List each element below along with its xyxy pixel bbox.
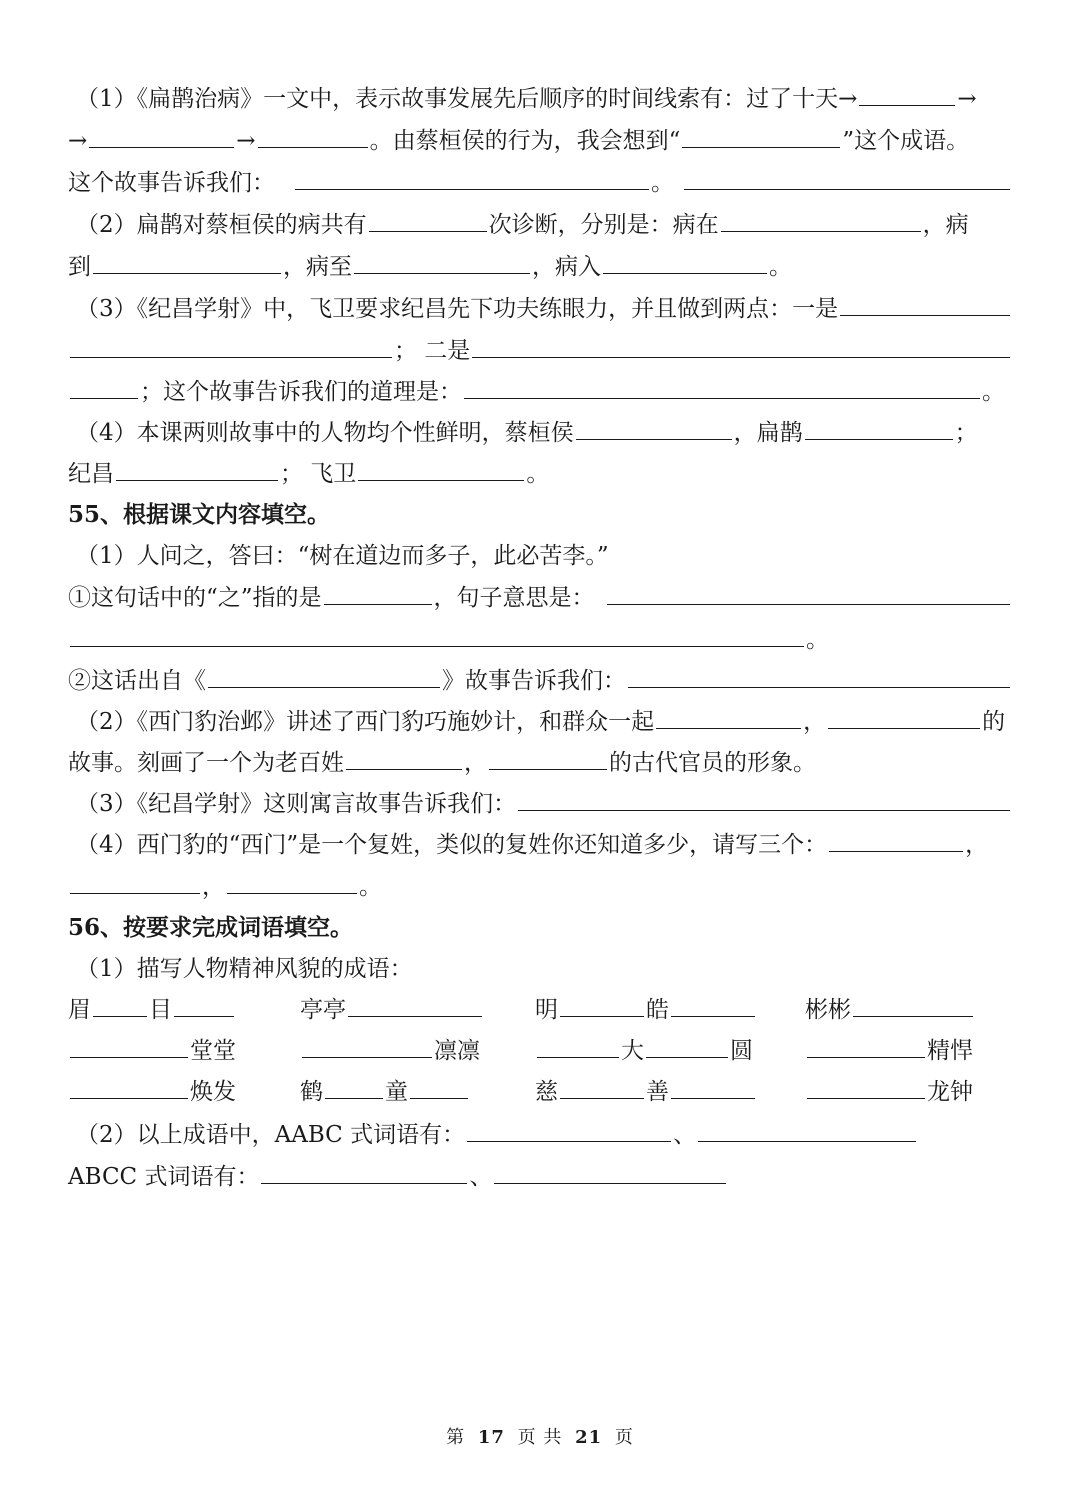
blank[interactable]: [208, 667, 440, 688]
blank[interactable]: [721, 211, 921, 232]
blank[interactable]: [93, 253, 281, 274]
text: 。: [982, 379, 1005, 405]
blank[interactable]: [410, 1078, 468, 1099]
text: （1）《扁鹊治病》一文中，表示故事发展先后顺序的时间线索有：过了十天→: [76, 86, 858, 112]
idiom-jinghan: [805, 1032, 973, 1070]
text: 纪昌: [68, 461, 114, 487]
text: 。: [769, 254, 792, 280]
text: →: [68, 128, 88, 154]
text: 到: [68, 254, 91, 280]
blank[interactable]: [467, 1121, 671, 1142]
blank[interactable]: [70, 1078, 188, 1099]
idiom-binbin: [805, 991, 975, 1029]
q56-1-prompt: （1）描写人物精神风貌的成语：: [76, 956, 413, 982]
q55-2-line1: [76, 703, 1012, 741]
q54-2-line2: [68, 248, 1012, 286]
blank[interactable]: [358, 460, 524, 481]
blank[interactable]: [348, 996, 482, 1017]
blank[interactable]: [70, 378, 138, 399]
page-footer: [0, 1424, 1080, 1452]
blank[interactable]: [576, 419, 732, 440]
blank[interactable]: [324, 584, 432, 605]
blank[interactable]: [656, 708, 801, 729]
blank[interactable]: [302, 1037, 432, 1058]
footer-text: 页: [614, 1427, 634, 1448]
blank[interactable]: [828, 708, 980, 729]
text: →: [957, 86, 977, 112]
char: 眉: [68, 997, 91, 1023]
blank[interactable]: [227, 873, 357, 894]
text: ABCC 式词语有：: [68, 1164, 260, 1190]
text: 的: [982, 709, 1006, 735]
blank[interactable]: [518, 790, 1010, 811]
blank[interactable]: [628, 667, 1010, 688]
text: 》故事告诉我们：: [442, 668, 626, 694]
blank[interactable]: [261, 1163, 467, 1184]
blank[interactable]: [472, 337, 1010, 358]
blank[interactable]: [489, 749, 607, 770]
text: ； 飞卫: [280, 461, 357, 487]
question-56-heading: 56、按要求完成词语填空。: [68, 914, 354, 941]
blank[interactable]: [70, 337, 392, 358]
q55-1-line2: [68, 621, 1012, 659]
text: ，: [803, 709, 827, 735]
char: 大: [621, 1038, 644, 1064]
q56-2-line1: [76, 1116, 1012, 1154]
text: ，病: [922, 212, 969, 238]
blank[interactable]: [295, 169, 649, 190]
char: 亭亭: [300, 997, 346, 1023]
text: 。: [359, 874, 382, 900]
blank[interactable]: [494, 1163, 726, 1184]
char: 彬彬: [805, 997, 851, 1023]
char: 慈: [535, 1079, 558, 1105]
blank[interactable]: [70, 1037, 188, 1058]
q54-2-line1: [76, 206, 1012, 244]
blank[interactable]: [646, 1037, 728, 1058]
char: 皓: [646, 997, 669, 1023]
blank[interactable]: [853, 996, 973, 1017]
page-number: 17: [477, 1427, 505, 1448]
text: 这个故事告诉我们：: [68, 170, 275, 196]
text: ，扁鹊: [733, 420, 803, 446]
blank[interactable]: [840, 295, 1010, 316]
text: （2）《西门豹治邺》讲述了西门豹巧施妙计，和群众一起: [76, 709, 655, 735]
q55-1-line1: [68, 579, 1012, 617]
char: 圆: [730, 1038, 753, 1064]
idiom-ci-shan: [535, 1073, 757, 1111]
text: ，病入: [532, 254, 601, 280]
blank[interactable]: [89, 127, 234, 148]
text: （2）以上成语中，AABC 式词语有：: [76, 1122, 466, 1148]
blank[interactable]: [805, 419, 953, 440]
blank[interactable]: [671, 1078, 755, 1099]
blank[interactable]: [354, 253, 530, 274]
idiom-tangtang: [68, 1032, 236, 1070]
q55-3-line: [76, 785, 1012, 823]
blank[interactable]: [607, 584, 1010, 605]
char: 焕发: [190, 1079, 236, 1105]
q54-3-line2: [68, 332, 1012, 370]
char: 童: [385, 1079, 408, 1105]
q56-2-line2: [68, 1158, 1012, 1196]
text: 。由蔡桓侯的行为，我会想到“: [369, 128, 681, 154]
idiom-huanfa: [68, 1073, 236, 1111]
text: 、: [673, 1122, 697, 1148]
text: ，句子意思是：: [433, 585, 595, 611]
q54-4-line1: [76, 414, 1012, 452]
char: 精悍: [927, 1038, 973, 1064]
blank[interactable]: [174, 996, 234, 1017]
q54-4-line2: [68, 455, 1012, 493]
footer-text: 页 共: [517, 1427, 563, 1448]
blank[interactable]: [671, 996, 755, 1017]
blank[interactable]: [325, 1078, 383, 1099]
char: 鹤: [300, 1079, 323, 1105]
blank[interactable]: [258, 127, 368, 148]
text: 。: [526, 461, 550, 487]
text: ；这个故事告诉我们的道理是：: [140, 379, 462, 405]
q54-1-line1: [76, 80, 1012, 118]
text: 的古代官员的形象。: [609, 750, 816, 776]
idiom-mei-mu: [68, 991, 236, 1029]
question-55-heading: 55、根据课文内容填空。: [68, 501, 331, 528]
q54-1-line3: [68, 164, 1012, 202]
idiom-longzhong: [805, 1073, 973, 1111]
text: ②这话出自《: [68, 668, 206, 694]
text: ，: [965, 832, 989, 858]
q55-1-line3: [68, 662, 1012, 700]
blank[interactable]: [70, 626, 804, 647]
idiom-ming-hao: [535, 991, 757, 1029]
idiom-tingting: [300, 991, 484, 1029]
text: ； 二是: [394, 338, 471, 364]
q55-4-line1: [76, 826, 1012, 864]
char: 善: [646, 1079, 669, 1105]
q54-1-line2: [68, 122, 1012, 160]
text: 故事。刻画了一个为老百姓: [68, 750, 344, 776]
text: ，: [464, 750, 487, 776]
blank[interactable]: [346, 749, 462, 770]
text: ，: [202, 874, 225, 900]
blank[interactable]: [537, 1037, 619, 1058]
text: 、: [469, 1164, 493, 1190]
text: ；: [954, 420, 978, 446]
blank[interactable]: [560, 996, 644, 1017]
text: ”这个成语。: [842, 128, 970, 154]
text: →: [236, 128, 256, 154]
q54-3-line3: [68, 373, 1012, 411]
blank[interactable]: [603, 253, 767, 274]
blank[interactable]: [859, 85, 955, 106]
idiom-blank[interactable]: [682, 127, 840, 148]
blank[interactable]: [369, 211, 487, 232]
text: ①这句话中的“之”指的是: [68, 585, 322, 611]
char: 明: [535, 997, 558, 1023]
idiom-da-yuan: [535, 1032, 753, 1070]
text: （4）西门豹的“西门”是一个复姓，类似的复姓你还知道多少，请写三个：: [76, 832, 828, 858]
char: 龙钟: [927, 1079, 973, 1105]
text: （3）《纪昌学射》这则寓言故事告诉我们：: [76, 791, 517, 817]
blank[interactable]: [698, 1121, 916, 1142]
blank[interactable]: [116, 460, 278, 481]
text: （2）扁鹊对蔡桓侯的病共有: [76, 212, 367, 238]
footer-text: 第: [446, 1427, 466, 1448]
text: 。: [806, 627, 829, 653]
q55-1-quote: （1）人问之，答曰：“树在道边而多子，此必苦李。”: [76, 543, 609, 569]
blank[interactable]: [807, 1078, 925, 1099]
blank[interactable]: [684, 169, 1010, 190]
q55-4-line2: [68, 868, 1012, 906]
text: 。: [651, 170, 674, 196]
char: 堂堂: [190, 1038, 236, 1064]
blank[interactable]: [560, 1078, 644, 1099]
text: （4）本课两则故事中的人物均个性鲜明，蔡桓侯: [76, 420, 574, 446]
text: 次诊断，分别是：病在: [488, 212, 719, 238]
char: 目: [149, 997, 172, 1023]
blank[interactable]: [70, 873, 200, 894]
idiom-he-tong: [300, 1073, 470, 1111]
blank[interactable]: [829, 831, 963, 852]
q55-2-line2: [68, 744, 1012, 782]
text: ，病至: [283, 254, 352, 280]
blank[interactable]: [807, 1037, 925, 1058]
q54-3-line1: [76, 290, 1012, 328]
blank[interactable]: [93, 996, 147, 1017]
total-pages: 21: [575, 1427, 603, 1448]
text: （3）《纪昌学射》中，飞卫要求纪昌先下功夫练眼力，并且做到两点：一是: [76, 296, 839, 322]
idiom-linlin: [300, 1032, 480, 1070]
char: 凛凛: [434, 1038, 480, 1064]
blank[interactable]: [464, 378, 980, 399]
